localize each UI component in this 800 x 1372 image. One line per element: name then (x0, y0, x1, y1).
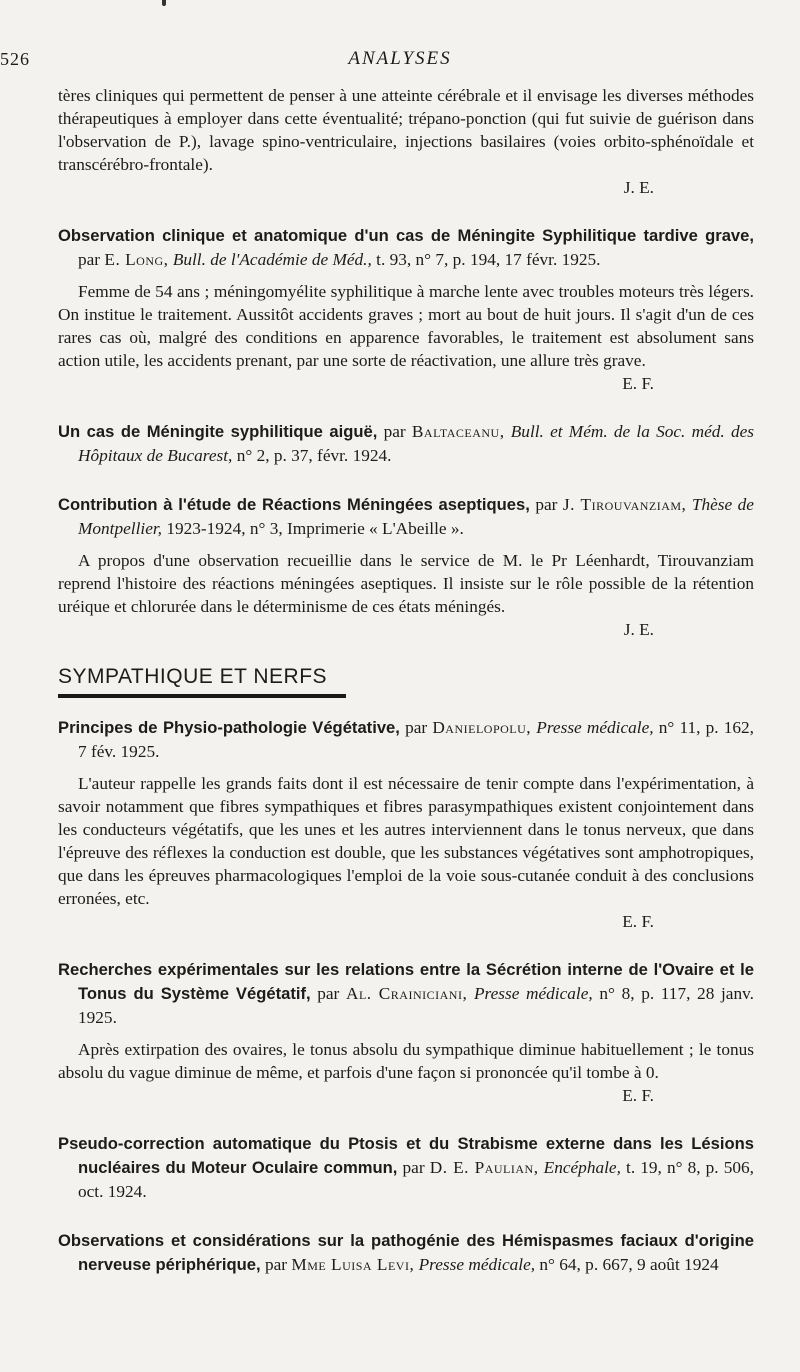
entry-title: Contribution à l'étude de Réactions Méningées aseptiques, (58, 495, 530, 514)
running-title: ANALYSES (348, 48, 452, 69)
entry-by: par (405, 718, 428, 737)
entry-citation (58, 958, 754, 1030)
entry-signature: J. E. (623, 620, 654, 639)
entry-signature: E. F. (622, 374, 654, 393)
entry-author: J. Tirouvanziam, (562, 495, 687, 514)
entry-details: n° 2, p. 37, févr. 1924. (236, 446, 392, 465)
abstract-entry (58, 716, 754, 933)
page-number: 526 (0, 49, 30, 69)
entry-by: par (264, 1255, 288, 1274)
abstract-entry (58, 493, 754, 641)
entry-body: Femme de 54 ans ; méningomyélite syphilitique à marche lente avec troubles moteurs très légers. On institue le traitement. Aussitôt accidents graves ; mort au bout de huit jours. Il s'agit d'un de ces rares cas où, malgré des conditions en apparence favorables, le traitement est absolument sans action utile, les accidents prenant, par une sorte de réactivation, une allure très grave. (58, 282, 754, 370)
entry-by: par (402, 1158, 425, 1177)
entry-details: t. 19, n° 8, p. 506, oct. 1924. (78, 1158, 754, 1201)
section-title: SYMPATHIQUE ET NERFS (58, 665, 328, 688)
entry-source: Thèse de Montpellier, (78, 495, 754, 538)
page-content (58, 84, 754, 1277)
abstract-entry (58, 224, 754, 395)
abstract-entry (58, 1229, 754, 1277)
entry-body: Après extirpation des ovaires, le tonus absolu du sympathique diminue habituellement ; le tonus absolu du vague diminue de même, et parfois d'une façon si prononcée qu'il tombe à 0. (58, 1040, 754, 1082)
carryover-paragraph: tères cliniques qui permettent de penser à une atteinte cérébrale et il envisage les diverses méthodes thérapeutiques à employer dans cette éventualité; trépano-ponction (qui fut suivie de guérison dans l'observation de P.), lavage spino-ventriculaire, injections basilaires (voies orbito-sphénoïdale et transcérébro-frontale). (58, 86, 754, 174)
entry-source: Bull. de l'Académie de Méd., (172, 250, 372, 269)
entry-by: par (383, 422, 406, 441)
entry-title: Pseudo-correction automatique du Ptosis et du Strabisme externe dans les Lésions nucléaires du Moteur Oculaire commun, (58, 1134, 754, 1177)
entry-author: Mme Luisa Levi, (291, 1255, 415, 1274)
abstract-entry (58, 958, 754, 1107)
entry-citation (58, 1132, 754, 1204)
abstract-entry (58, 420, 754, 468)
section-rule (58, 694, 346, 698)
entry-author: D. E. Paulian, (429, 1158, 539, 1177)
entry-source: Presse médicale, (536, 718, 654, 737)
entry-by: par (317, 984, 340, 1003)
entry-signature: E. F. (622, 1086, 654, 1105)
entry-title: Observations et considérations sur la pathogénie des Hémispasmes faciaux d'origine nerveuse périphérique, (58, 1231, 754, 1274)
entry-body: L'auteur rappelle les grands faits dont il est nécessaire de tenir compte dans l'expérimentation, à savoir notamment que fibres sympathiques et fibres parasympathiques existent conjointement dans les conducteurs végétatifs, que les unes et les autres interviennent dans le tonus nerveux, que dans l'épreuve des réflexes la conduction est double, que les substances végétatives sont amphotropiques, que dans les épreuves pharmacologiques l'emploi de la voie sous-cutanée conduit à des conclusions erronées, etc. (58, 774, 754, 908)
entry-by: par (78, 250, 101, 269)
entry-signature: E. F. (622, 912, 654, 931)
entry-by: par (535, 495, 558, 514)
entry-author: Al. Crainiciani, (345, 984, 468, 1003)
entry-citation (58, 420, 754, 468)
entry-author: Baltaceanu, (411, 422, 505, 441)
entry-source: Encéphale, (543, 1158, 621, 1177)
entry-body: A propos d'une observation recueillie dans le service de M. le Pr Léenhardt, Tirouvanziam reprend l'histoire des réactions méningées aseptiques. Il insiste sur le rôle possible de la rétention uréique et chlorurée dans le déterminisme de ces états méningés. (58, 551, 754, 616)
entry-details: n° 64, p. 667, 9 août 1924 (539, 1255, 719, 1274)
entry-title: Un cas de Méningite syphilitique aiguë, (58, 422, 378, 441)
entry-citation (58, 1229, 754, 1277)
abstract-entry (58, 1132, 754, 1204)
entry-details: n° 11, p. 162, 7 fév. 1925. (78, 718, 754, 761)
entry-details: t. 93, n° 7, p. 194, 17 févr. 1925. (376, 250, 601, 269)
entry-details: n° 8, p. 117, 28 janv. 1925. (78, 984, 754, 1027)
entry-source: Bull. et Mém. de la Soc. méd. des Hôpitaux de Bucarest, (78, 422, 754, 465)
entry-title: Principes de Physio-pathologie Végétative, (58, 718, 400, 737)
entry-citation (58, 224, 754, 272)
entry-citation (58, 716, 754, 764)
ink-dot (162, 0, 166, 6)
section-heading (58, 665, 754, 698)
entry-source: Presse médicale, (418, 1255, 536, 1274)
entry-author: E. Long, (104, 250, 169, 269)
entry-source: Presse médicale, (473, 984, 593, 1003)
entry-title: Observation clinique et anatomique d'un cas de Méningite Syphilitique tardive grave, (58, 226, 754, 245)
entry-citation (58, 493, 754, 541)
entry-title: Recherches expérimentales sur les relations entre la Sécrétion interne de l'Ovaire et le Tonus du Système Végétatif, (58, 960, 754, 1003)
entry-details: 1923-1924, n° 3, Imprimerie « L'Abeille ». (166, 519, 464, 538)
entry-author: Danielopolu, (432, 718, 532, 737)
carryover-signature: J. E. (623, 178, 654, 197)
